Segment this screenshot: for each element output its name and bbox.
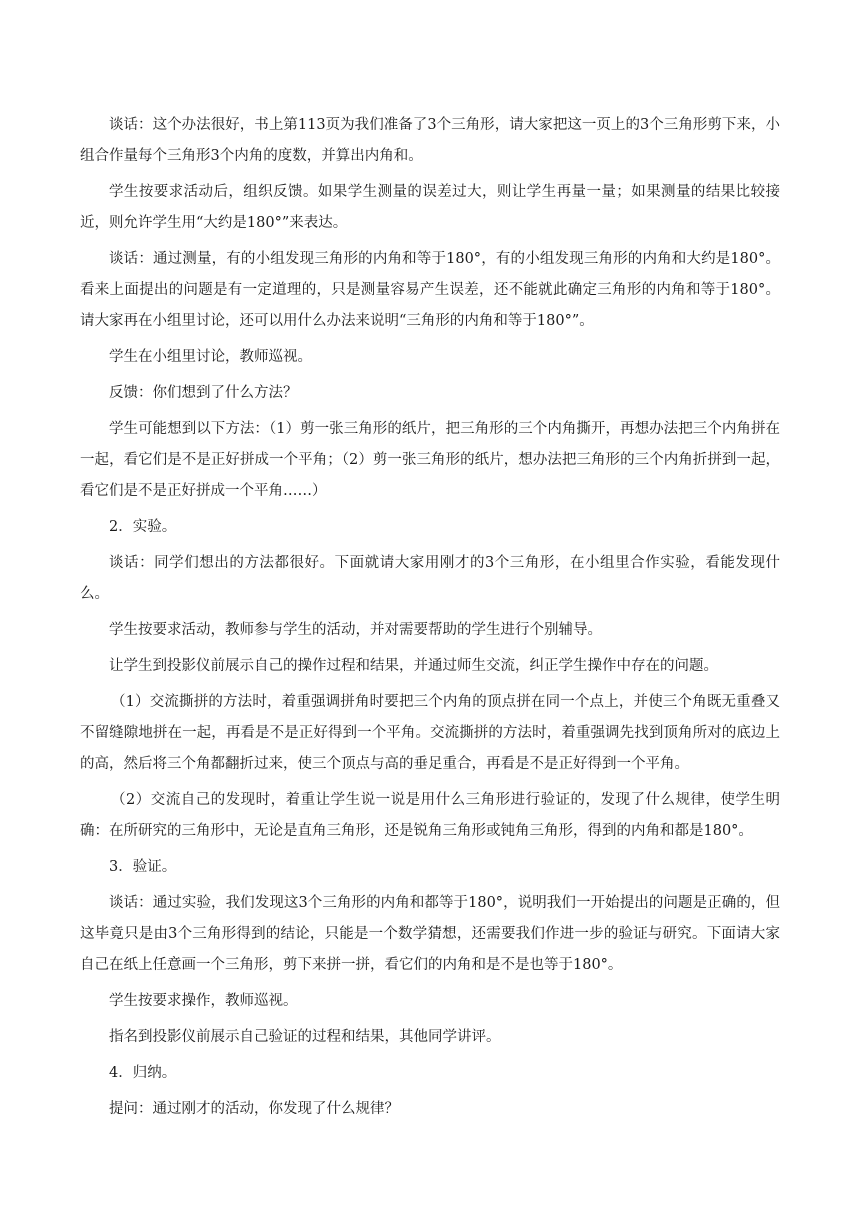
paragraph-talk-measure: 谈话：这个办法很好，书上第113页为我们准备了3个三角形，请大家把这一页上的3个三角形剪下来，小组合作量每个三角形3个内角的度数，并算出内角和。: [80, 117, 780, 164]
paragraph-talk-experiment: 谈话：同学们想出的方法都很好。下面就请大家用刚才的3个三角形，在小组里合作实验，看能发现什么。: [80, 555, 780, 602]
paragraph-student-methods: 学生可能想到以下方法：（1）剪一张三角形的纸片，把三角形的三个内角撕开，再想办法把三个内角拼在一起，看它们是不是正好拼成一个平角；（2）剪一张三角形的纸片，想办法把三角形的三个内角折拼到一起，看它们是不是正好拼成一个平角……）: [80, 421, 780, 499]
paragraph-student-operate: 学生按要求操作，教师巡视。: [109, 993, 298, 1009]
paragraph-point-2: （2）交流自己的发现时，着重让学生说一说是用什么三角形进行验证的，发现了什么规律，使学生明确：在所研究的三角形中，无论是直角三角形，还是锐角三角形或钝角三角形，得到的内角和都是180°。: [80, 792, 780, 839]
paragraph-talk-verify: 谈话：通过实验，我们发现这3个三角形的内角和都等于180°，说明我们一开始提出的问题是正确的，但这毕竟只是由3个三角形得到的结论，只能是一个数学猜想，还需要我们作进一步的验证与研究。下面请大家自己在纸上任意画一个三角形，剪下来拼一拼，看它们的内角和是不是也等于180°。: [80, 895, 780, 973]
section-heading-experiment: 2．实验。: [109, 519, 177, 535]
paragraph-feedback-question: 反馈：你们想到了什么方法？: [109, 385, 298, 401]
paragraph-question-rule: 提问：通过刚才的活动，你发现了什么规律？: [109, 1101, 399, 1117]
section-heading-summarize: 4．归纳。: [109, 1065, 177, 1081]
paragraph-present-verify: 指名到投影仪前展示自己验证的过程和结果，其他同学讲评。: [109, 1029, 501, 1045]
paragraph-projector-show: 让学生到投影仪前展示自己的操作过程和结果，并通过师生交流，纠正学生操作中存在的问题。: [109, 658, 718, 674]
paragraph-student-activity: 学生按要求活动，教师参与学生的活动，并对需要帮助的学生进行个别辅导。: [109, 622, 602, 638]
paragraph-group-discussion: 学生在小组里讨论，教师巡视。: [109, 349, 312, 365]
section-heading-verify: 3．验证。: [109, 859, 177, 875]
paragraph-point-1: （1）交流撕拼的方法时，着重强调拼角时要把三个内角的顶点拼在同一个点上，并使三个角既无重叠又不留缝隙地拼在一起，再看是不是正好得到一个平角。交流撕拼的方法时，着重强调先找到顶角所对的底边上的高，然后将三个角都翻折过来，使三个顶点与高的垂足重合，再看是不是正好得到一个平角。: [80, 694, 780, 772]
document-body: [80, 110, 780, 1130]
paragraph-talk-discuss: 谈话：通过测量，有的小组发现三角形的内角和等于180°，有的小组发现三角形的内角和大约是180°。看来上面提出的问题是有一定道理的，只是测量容易产生误差，还不能就此确定三角形的内角和等于180°。请大家再在小组里讨论，还可以用什么办法来说明“三角形的内角和等于180°”。: [80, 251, 780, 329]
paragraph-feedback-measure: 学生按要求活动后，组织反馈。如果学生测量的误差过大，则让学生再量一量；如果测量的结果比较接近，则允许学生用“大约是180°”来表达。: [80, 184, 780, 231]
